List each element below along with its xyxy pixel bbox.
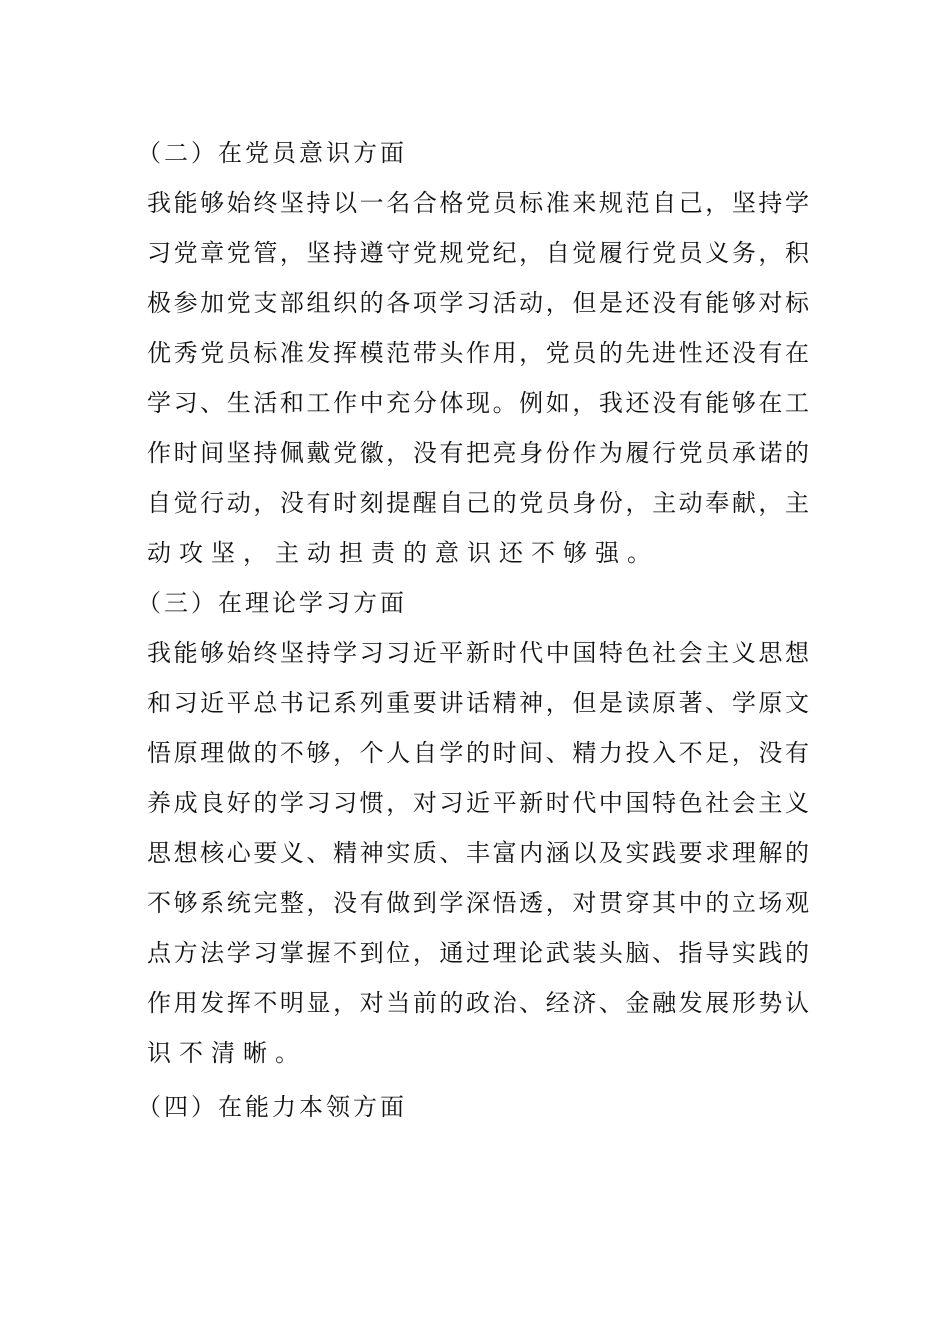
- paragraph-line: 我能够始终坚持学习习近平新时代中国特色社会主义思想: [147, 639, 809, 667]
- paragraph-line: 习党章党管，坚持遵守党规党纪，自觉履行党员义务，积: [147, 239, 809, 267]
- document-page: [137, 128, 809, 1132]
- section-heading-theory-study: （三）在理论学习方面: [137, 589, 407, 617]
- paragraph-line: 作用发挥不明显，对当前的政治、经济、金融发展形势认: [147, 989, 809, 1017]
- section-heading-party-awareness: （二）在党员意识方面: [137, 139, 407, 167]
- paragraph-line: 优秀党员标准发挥模范带头作用，党员的先进性还没有在: [147, 339, 809, 367]
- paragraph-line: 动攻坚，主动担责的意识还不够强。: [147, 539, 659, 567]
- paragraph-party-awareness: [147, 178, 809, 578]
- paragraph-line: 悟原理做的不够，个人自学的时间、精力投入不足，没有: [147, 739, 809, 767]
- paragraph-line: 识不清晰。: [147, 1039, 307, 1067]
- paragraph-line: 我能够始终坚持以一名合格党员标准来规范自己，坚持学: [147, 189, 809, 217]
- paragraph-line: 思想核心要义、精神实质、丰富内涵以及实践要求理解的: [147, 839, 809, 867]
- paragraph-line: 极参加党支部组织的各项学习活动，但是还没有能够对标: [147, 289, 809, 317]
- paragraph-line: 作时间坚持佩戴党徽，没有把亮身份作为履行党员承诺的: [147, 439, 809, 467]
- paragraph-line: 养成良好的学习习惯，对习近平新时代中国特色社会主义: [147, 789, 809, 817]
- paragraph-theory-study: [147, 628, 809, 1078]
- paragraph-line: 学习、生活和工作中充分体现。例如，我还没有能够在工: [147, 389, 809, 417]
- paragraph-line: 不够系统完整，没有做到学深悟透，对贯穿其中的立场观: [147, 889, 809, 917]
- paragraph-line: 和习近平总书记系列重要讲话精神，但是读原著、学原文: [147, 689, 809, 717]
- paragraph-line: 自觉行动，没有时刻提醒自己的党员身份，主动奉献，主: [147, 489, 809, 517]
- paragraph-line: 点方法学习掌握不到位，通过理论武装头脑、指导实践的: [147, 939, 809, 967]
- section-heading-ability: （四）在能力本领方面: [137, 1093, 407, 1121]
